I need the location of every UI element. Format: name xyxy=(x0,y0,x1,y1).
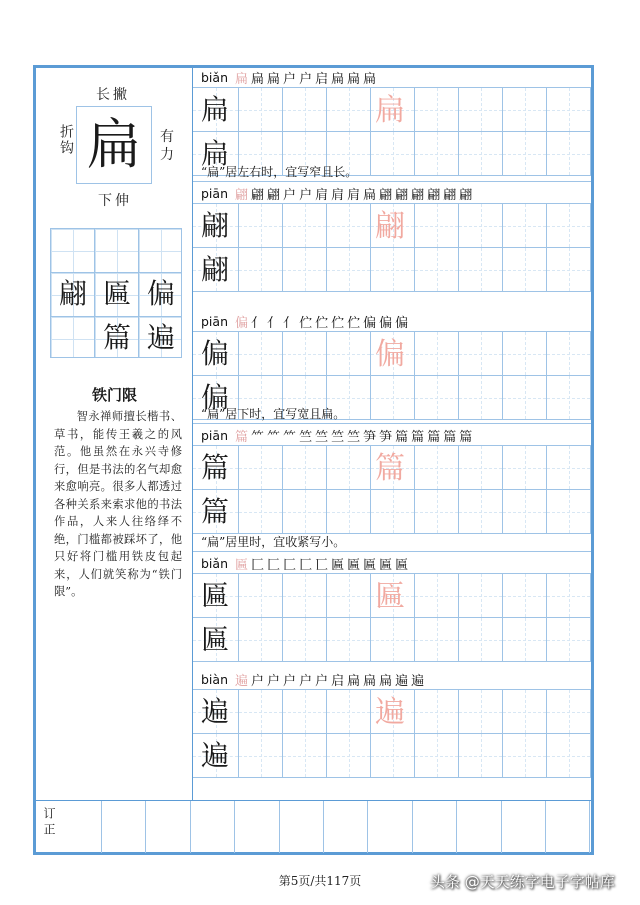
stroke-order xyxy=(235,426,472,445)
model-char: 遍 xyxy=(201,739,230,772)
practice-cell[interactable] xyxy=(503,248,547,292)
stroke-step: 亻 xyxy=(267,316,281,331)
practice-cell[interactable] xyxy=(459,88,503,132)
practice-cell[interactable] xyxy=(503,490,547,534)
practice-cell[interactable] xyxy=(459,734,503,778)
practice-cell[interactable] xyxy=(283,248,327,292)
trace-char: 遍 xyxy=(375,695,405,730)
stroke-step: 匚 xyxy=(299,558,313,573)
practice-grid xyxy=(193,446,591,534)
practice-cell[interactable] xyxy=(371,618,415,662)
practice-cell[interactable] xyxy=(415,690,459,734)
practice-cell[interactable] xyxy=(503,88,547,132)
pinyin-row xyxy=(193,554,591,574)
stroke-step: 扁 xyxy=(379,674,393,689)
correction-cell[interactable] xyxy=(369,801,413,853)
stroke-step: 竺 xyxy=(347,430,361,445)
stroke-step: 启 xyxy=(331,674,345,689)
practice-cell[interactable] xyxy=(239,490,283,534)
correction-label: 订正 xyxy=(42,807,56,839)
stroke-step: 篇 xyxy=(427,430,441,445)
pinyin: piān xyxy=(201,186,228,201)
related-char: 篇 xyxy=(102,321,131,354)
stroke-step: 亻 xyxy=(283,316,297,331)
practice-cell[interactable] xyxy=(283,490,327,534)
practice-cell[interactable] xyxy=(415,248,459,292)
pinyin-row xyxy=(193,312,591,332)
stroke-step: 竺 xyxy=(299,430,313,445)
practice-cell[interactable] xyxy=(327,88,371,132)
practice-cell[interactable] xyxy=(503,204,547,248)
watermark: 头条 @天天练字电子字帖库 xyxy=(430,873,615,891)
practice-cell[interactable] xyxy=(547,204,591,248)
tip-right: 有力 xyxy=(160,129,176,163)
pinyin-row xyxy=(193,426,591,446)
practice-cell[interactable] xyxy=(503,574,547,618)
stroke-order xyxy=(235,68,376,87)
practice-cell[interactable] xyxy=(503,734,547,778)
pinyin: piān xyxy=(201,314,228,329)
model-char: 篇 xyxy=(201,495,230,528)
stroke-step: 篇 xyxy=(235,430,249,445)
model-char: 翩 xyxy=(201,253,230,286)
trace-char: 扁 xyxy=(375,93,405,128)
practice-grid xyxy=(193,204,591,292)
practice-cell[interactable] xyxy=(503,446,547,490)
model-char: 偏 xyxy=(201,381,230,414)
correction-cell[interactable] xyxy=(102,801,146,853)
stroke-step: 翩 xyxy=(427,188,441,203)
stroke-step: 翩 xyxy=(267,188,281,203)
practice-cell[interactable] xyxy=(239,734,283,778)
stroke-step: 翩 xyxy=(379,188,393,203)
stroke-step: 户 xyxy=(299,188,313,203)
correction-row xyxy=(36,800,591,852)
practice-cell[interactable] xyxy=(283,446,327,490)
trace-char: 匾 xyxy=(375,579,405,614)
stroke-step: 篇 xyxy=(459,430,473,445)
practice-cell[interactable] xyxy=(547,618,591,662)
practice-cell[interactable] xyxy=(415,574,459,618)
pinyin: biǎn xyxy=(201,556,228,571)
section-note: “扁”居下时，宜写宽且扁。 xyxy=(193,404,591,424)
stroke-step: 匾 xyxy=(395,558,409,573)
practice-cell[interactable] xyxy=(371,490,415,534)
practice-cell[interactable] xyxy=(239,574,283,618)
stroke-step: 篇 xyxy=(411,430,425,445)
practice-cell[interactable] xyxy=(415,618,459,662)
model-char: 匾 xyxy=(201,623,230,656)
practice-cell[interactable] xyxy=(547,248,591,292)
practice-cell[interactable] xyxy=(239,446,283,490)
practice-cell[interactable] xyxy=(415,490,459,534)
practice-area xyxy=(193,68,591,800)
correction-cell[interactable] xyxy=(58,801,102,853)
model-char: 偏 xyxy=(201,337,230,370)
practice-cell[interactable] xyxy=(547,88,591,132)
stroke-step: 扁 xyxy=(363,674,377,689)
stroke-step: 户 xyxy=(299,674,313,689)
practice-cell[interactable] xyxy=(239,248,283,292)
practice-cell[interactable] xyxy=(327,734,371,778)
practice-cell[interactable] xyxy=(327,332,371,376)
practice-cell[interactable] xyxy=(415,332,459,376)
stroke-order xyxy=(235,554,408,573)
stroke-step: 偏 xyxy=(395,316,409,331)
stroke-step: 笋 xyxy=(363,430,377,445)
practice-cell[interactable] xyxy=(327,248,371,292)
stroke-step: 匸 xyxy=(315,558,329,573)
model-char: 篇 xyxy=(201,451,230,484)
practice-cell[interactable] xyxy=(459,490,503,534)
correction-cell[interactable] xyxy=(546,801,590,853)
stroke-step: 翩 xyxy=(459,188,473,203)
practice-cell[interactable] xyxy=(459,446,503,490)
correction-cell[interactable] xyxy=(191,801,235,853)
stroke-step: ⺮ xyxy=(251,430,265,445)
pinyin: piān xyxy=(201,428,228,443)
stroke-step: 户 xyxy=(315,674,329,689)
model-char: 遍 xyxy=(201,695,230,728)
stroke-step: 扁 xyxy=(235,72,249,87)
related-char: 偏 xyxy=(146,277,175,310)
stroke-step: 翩 xyxy=(395,188,409,203)
stroke-step: 翩 xyxy=(443,188,457,203)
practice-cell[interactable] xyxy=(239,332,283,376)
pinyin: biǎn xyxy=(201,70,228,85)
stroke-step: 户 xyxy=(267,674,281,689)
stroke-step: 伫 xyxy=(347,316,361,331)
practice-cell[interactable] xyxy=(415,88,459,132)
stroke-step: 户 xyxy=(251,674,265,689)
stroke-step: 竺 xyxy=(315,430,329,445)
model-char: 扁 xyxy=(201,93,230,126)
practice-cell[interactable] xyxy=(459,690,503,734)
practice-cell[interactable] xyxy=(547,574,591,618)
practice-cell[interactable] xyxy=(503,690,547,734)
stroke-step: 匾 xyxy=(379,558,393,573)
stroke-step: 翩 xyxy=(251,188,265,203)
practice-cell[interactable] xyxy=(547,734,591,778)
practice-cell[interactable] xyxy=(283,690,327,734)
practice-grid xyxy=(193,690,591,778)
stroke-step: 遍 xyxy=(411,674,425,689)
correction-cell[interactable] xyxy=(280,801,324,853)
practice-cell[interactable] xyxy=(459,204,503,248)
stroke-step: 匾 xyxy=(331,558,345,573)
tip-top: 长撇 xyxy=(96,87,130,103)
practice-cell[interactable] xyxy=(327,574,371,618)
stroke-step: 伫 xyxy=(331,316,345,331)
correction-cell[interactable] xyxy=(458,801,502,853)
correction-cell[interactable] xyxy=(236,801,280,853)
practice-cell[interactable] xyxy=(459,618,503,662)
stroke-step: 扁 xyxy=(331,72,345,87)
practice-cell[interactable] xyxy=(415,204,459,248)
model-char: 匾 xyxy=(201,579,230,612)
practice-cell[interactable] xyxy=(547,490,591,534)
model-char: 翩 xyxy=(201,209,230,242)
main-char-box xyxy=(76,106,152,184)
practice-cell[interactable] xyxy=(239,88,283,132)
stroke-step: 扁 xyxy=(347,674,361,689)
practice-cell[interactable] xyxy=(239,690,283,734)
practice-cell[interactable] xyxy=(283,734,327,778)
pinyin-row xyxy=(193,68,591,88)
correction-cell[interactable] xyxy=(502,801,546,853)
practice-cell[interactable] xyxy=(327,446,371,490)
practice-cell[interactable] xyxy=(459,332,503,376)
stroke-order xyxy=(235,312,408,331)
stroke-step: 匾 xyxy=(235,558,249,573)
correction-cell[interactable] xyxy=(147,801,191,853)
practice-cell[interactable] xyxy=(415,734,459,778)
stroke-step: 篇 xyxy=(443,430,457,445)
stroke-step: 偏 xyxy=(363,316,377,331)
model-char: 扁 xyxy=(201,137,230,170)
stroke-step: 肩 xyxy=(347,188,361,203)
tip-left: 折钩 xyxy=(58,124,74,156)
stroke-step: 伫 xyxy=(315,316,329,331)
practice-cell[interactable] xyxy=(283,332,327,376)
practice-cell[interactable] xyxy=(239,204,283,248)
stroke-step: 扁 xyxy=(267,72,281,87)
practice-cell[interactable] xyxy=(503,618,547,662)
stroke-step: 匚 xyxy=(283,558,297,573)
stroke-step: 扁 xyxy=(363,72,377,87)
practice-cell[interactable] xyxy=(371,248,415,292)
stroke-step: 户 xyxy=(299,72,313,87)
story-text: 智永禅师擅长楷书、草书，能传王羲之的风范。他虽然在永兴寺修行，但是书法的名气却愈来愈响亮。很多人都透过各种关系来索求他的书法作品，人来人往络绎不绝，门槛都被踩坏了，他只好将门槛用铁皮包起来，人们就笑称为“铁门限”。 xyxy=(54,410,182,598)
tip-bottom: 下伸 xyxy=(98,193,132,209)
stroke-step: 翩 xyxy=(235,188,249,203)
stroke-step: 匾 xyxy=(363,558,377,573)
stroke-step: 翩 xyxy=(411,188,425,203)
practice-cell[interactable] xyxy=(415,446,459,490)
stroke-step: 启 xyxy=(315,72,329,87)
stroke-order xyxy=(235,184,472,203)
stroke-step: 扁 xyxy=(251,72,265,87)
related-char: 匾 xyxy=(102,277,131,310)
stroke-step: 肩 xyxy=(315,188,329,203)
pinyin-row xyxy=(193,184,591,204)
practice-cell[interactable] xyxy=(459,574,503,618)
char-analysis-panel xyxy=(36,68,193,800)
pinyin-row xyxy=(193,670,591,690)
practice-cell[interactable] xyxy=(327,690,371,734)
stroke-step: 肩 xyxy=(331,188,345,203)
stroke-step: 户 xyxy=(283,674,297,689)
trace-char: 篇 xyxy=(375,451,405,486)
related-chars-grid xyxy=(50,228,182,358)
practice-cell[interactable] xyxy=(283,88,327,132)
practice-cell[interactable] xyxy=(547,690,591,734)
page-number: 第5页/共117页 xyxy=(278,874,362,888)
stroke-step: 匚 xyxy=(267,558,281,573)
stroke-step: 亻 xyxy=(251,316,265,331)
correction-cell[interactable] xyxy=(324,801,368,853)
stroke-step: 户 xyxy=(283,72,297,87)
trace-char: 偏 xyxy=(375,337,405,372)
stroke-step: 偏 xyxy=(379,316,393,331)
stroke-step: 笋 xyxy=(379,430,393,445)
worksheet-frame xyxy=(33,65,594,855)
stroke-step: 遍 xyxy=(235,674,249,689)
stroke-step: 遍 xyxy=(395,674,409,689)
practice-grid xyxy=(193,574,591,662)
stroke-step: 篇 xyxy=(395,430,409,445)
practice-cell[interactable] xyxy=(283,204,327,248)
main-char: 扁 xyxy=(87,113,141,176)
practice-cell[interactable] xyxy=(547,446,591,490)
stroke-step: ⺮ xyxy=(283,430,297,445)
stroke-step: 扁 xyxy=(363,188,377,203)
practice-cell[interactable] xyxy=(283,618,327,662)
practice-cell[interactable] xyxy=(459,248,503,292)
practice-cell[interactable] xyxy=(503,332,547,376)
practice-cell[interactable] xyxy=(327,204,371,248)
stroke-step: 户 xyxy=(283,188,297,203)
pinyin: biàn xyxy=(201,672,228,687)
stroke-step: 匾 xyxy=(347,558,361,573)
trace-char: 翩 xyxy=(375,209,405,244)
related-char: 翩 xyxy=(58,277,87,310)
practice-cell[interactable] xyxy=(547,332,591,376)
section-note: “扁”居里时，宜收紧写小。 xyxy=(193,532,591,552)
stroke-step: 偏 xyxy=(235,316,249,331)
story-title: 铁门限 xyxy=(91,386,137,404)
stroke-step: 竺 xyxy=(331,430,345,445)
stroke-step: 伫 xyxy=(299,316,313,331)
practice-cell[interactable] xyxy=(327,490,371,534)
stroke-order xyxy=(235,670,424,689)
practice-cell[interactable] xyxy=(239,618,283,662)
stroke-step: 扁 xyxy=(347,72,361,87)
section-note: “扁”居左右时，宜写窄且长。 xyxy=(193,162,591,182)
stroke-step: ⺮ xyxy=(267,430,281,445)
practice-cell[interactable] xyxy=(371,734,415,778)
practice-cell[interactable] xyxy=(327,618,371,662)
correction-cell[interactable] xyxy=(413,801,457,853)
related-char: 遍 xyxy=(146,321,175,354)
stroke-step: 匚 xyxy=(251,558,265,573)
practice-cell[interactable] xyxy=(283,574,327,618)
